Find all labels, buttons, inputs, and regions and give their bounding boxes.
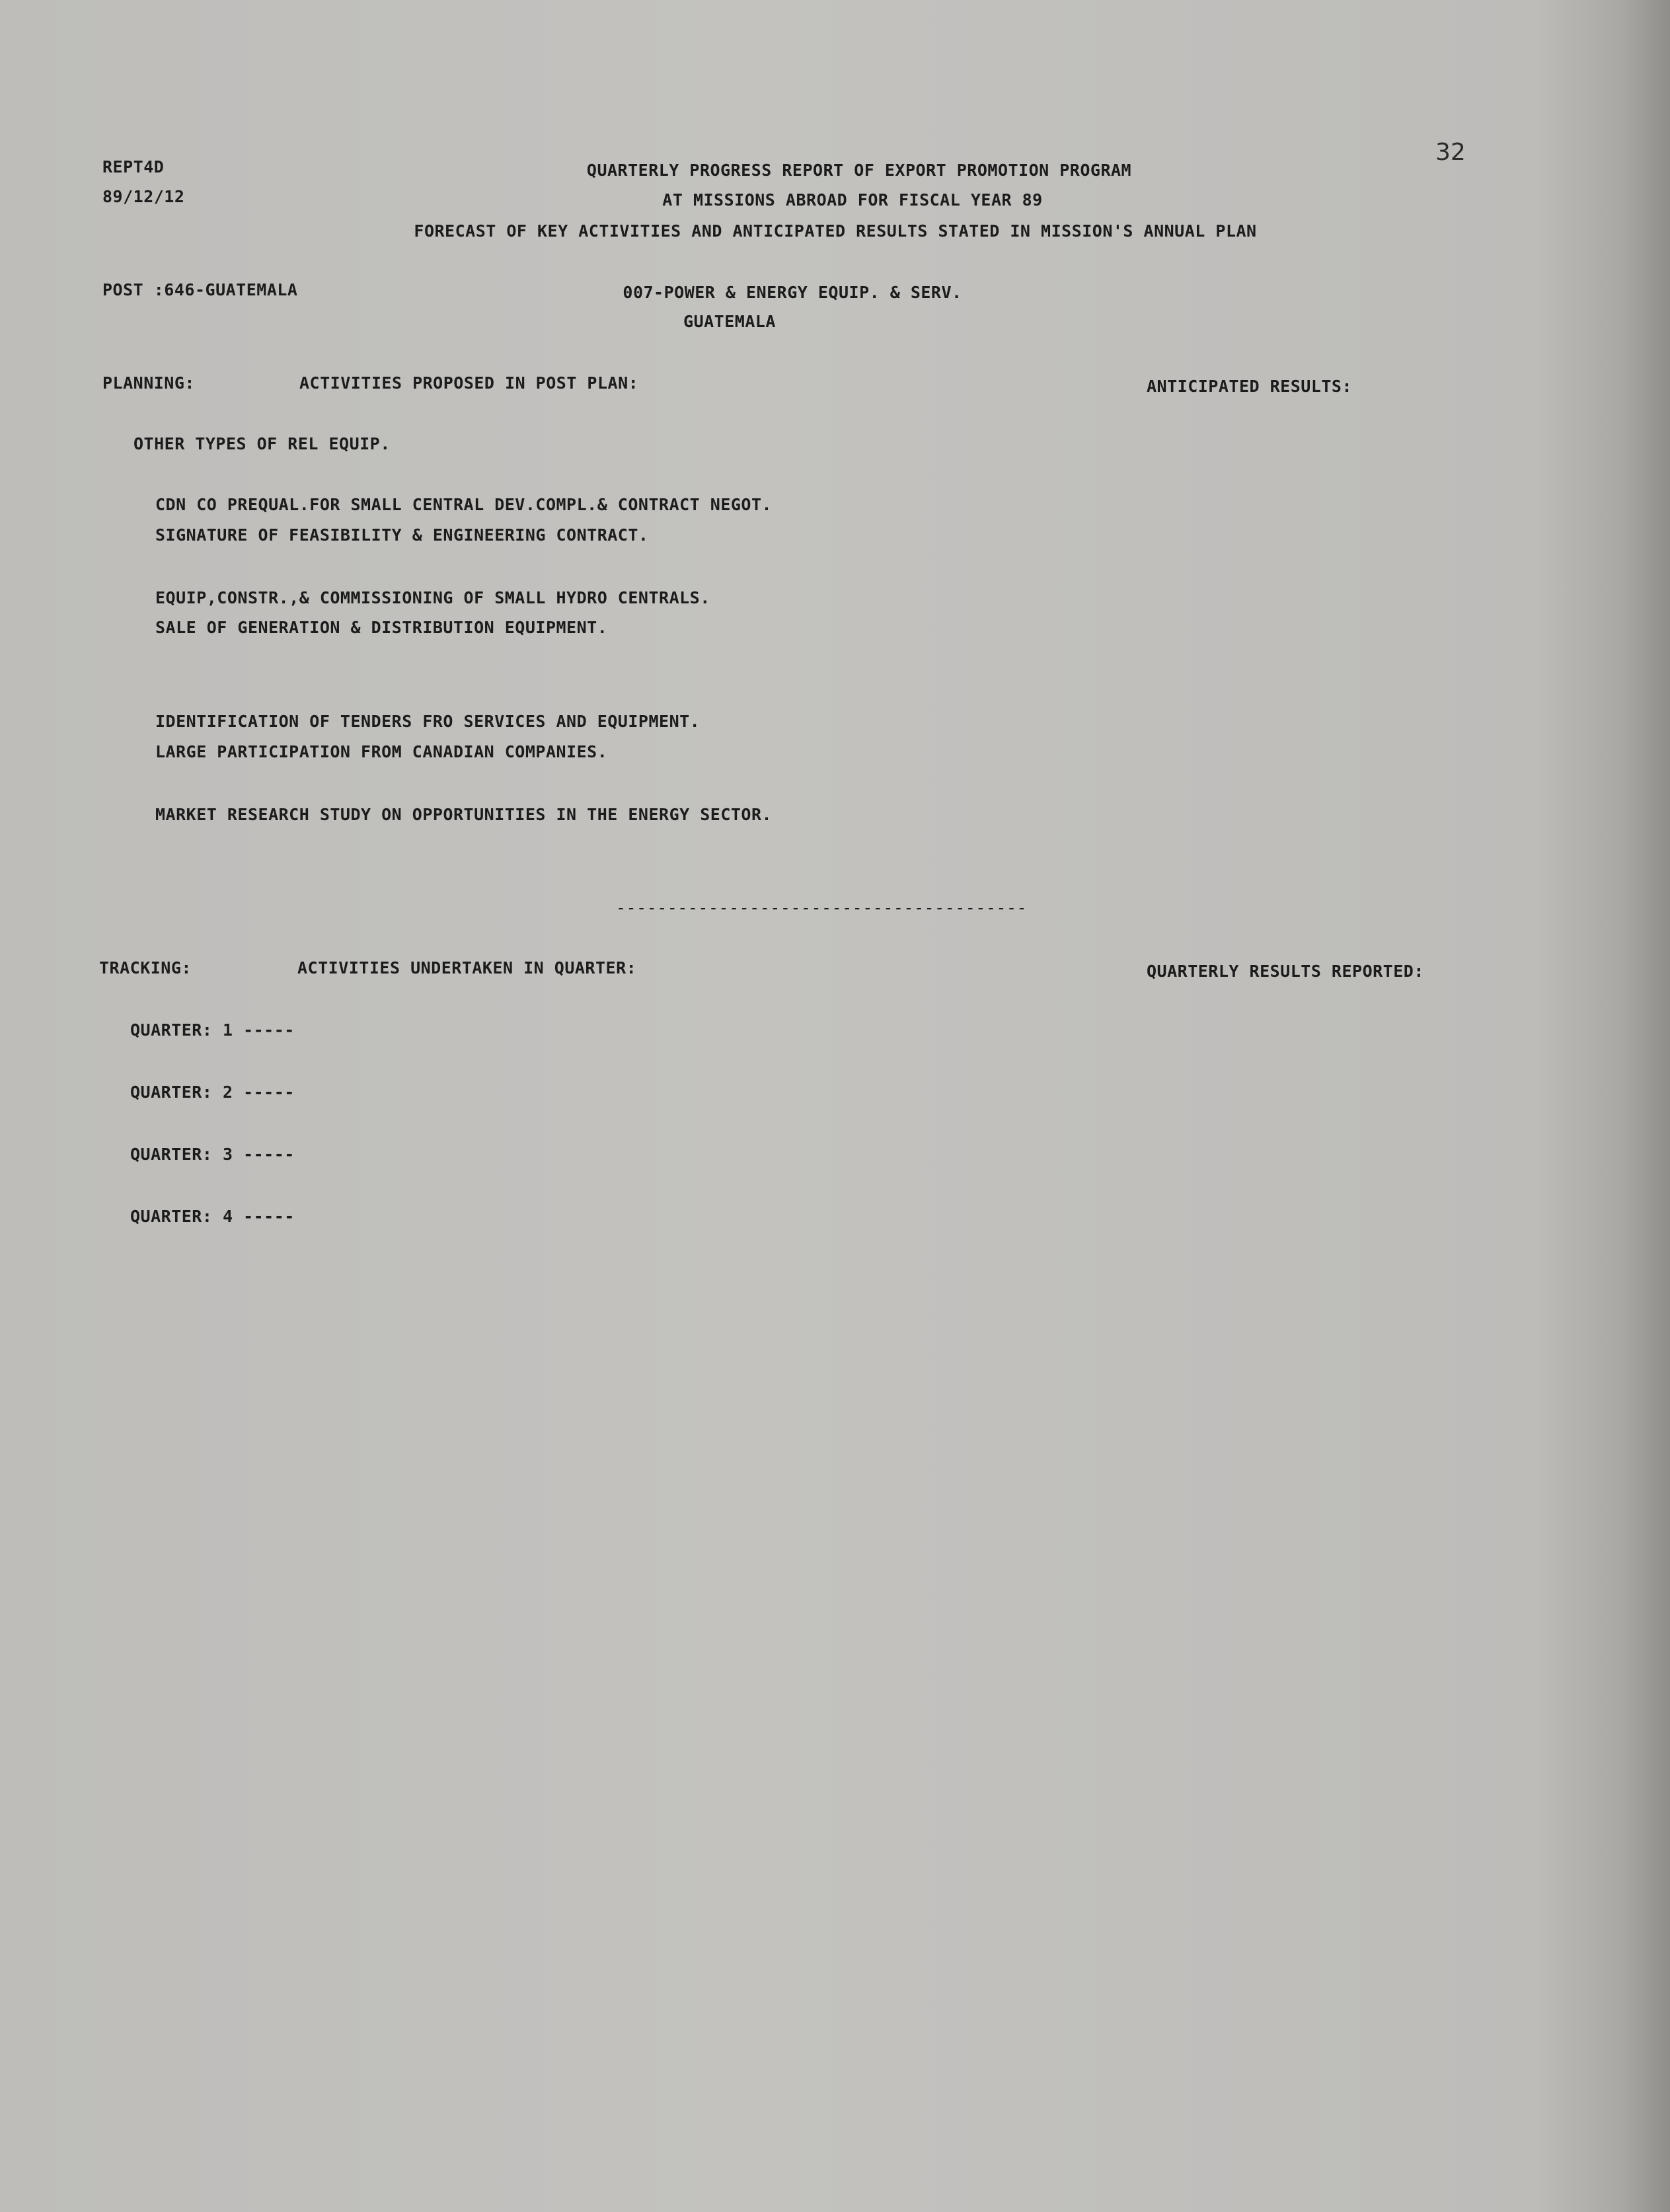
report-title-line-1: QUARTERLY PROGRESS REPORT OF EXPORT PROMOTION PROGRAM — [586, 161, 1132, 180]
planning-activity-line: CDN CO PREQUAL.FOR SMALL CENTRAL DEV.COMPL.& CONTRACT NEGOT. — [155, 495, 773, 514]
quarter-line: QUARTER: 3 ----- — [130, 1145, 295, 1164]
page-number: 32 — [1435, 139, 1466, 166]
report-date: 89/12/12 — [102, 187, 185, 206]
quarter-line: QUARTER: 2 ----- — [130, 1083, 295, 1102]
quarterly-results-heading: QUARTERLY RESULTS REPORTED: — [1147, 962, 1424, 981]
quarter-line: QUARTER: 1 ----- — [130, 1020, 295, 1040]
report-code: REPT4D — [102, 157, 165, 176]
report-title-line-3: FORECAST OF KEY ACTIVITIES AND ANTICIPATED RESULTS STATED IN MISSION'S ANNUAL PLAN — [414, 221, 1257, 241]
planning-activity-line: IDENTIFICATION OF TENDERS FRO SERVICES AND EQUIPMENT. — [155, 712, 701, 731]
tracking-label: TRACKING: — [99, 958, 192, 977]
section-separator: ---------------------------------------- — [616, 898, 1028, 917]
planning-label: PLANNING: — [102, 373, 195, 393]
post-label: POST :646-GUATEMALA — [102, 280, 298, 299]
planning-activities-heading: ACTIVITIES PROPOSED IN POST PLAN: — [299, 373, 639, 393]
planning-activity-line: EQUIP,CONSTR.,& COMMISSIONING OF SMALL HYDRO CENTRALS. — [155, 588, 710, 607]
tracking-activities-heading: ACTIVITIES UNDERTAKEN IN QUARTER: — [297, 958, 637, 977]
planning-category: OTHER TYPES OF REL EQUIP. — [133, 434, 391, 453]
planning-activity-line: LARGE PARTICIPATION FROM CANADIAN COMPANIES. — [155, 742, 608, 761]
anticipated-results-heading: ANTICIPATED RESULTS: — [1147, 377, 1353, 396]
planning-activity-line: SALE OF GENERATION & DISTRIBUTION EQUIPMENT. — [155, 618, 608, 637]
planning-activity-line: SIGNATURE OF FEASIBILITY & ENGINEERING CONTRACT. — [155, 525, 649, 545]
planning-activity-line: MARKET RESEARCH STUDY ON OPPORTUNITIES IN THE ENERGY SECTOR. — [155, 805, 773, 824]
quarter-line: QUARTER: 4 ----- — [130, 1207, 295, 1226]
report-title-line-2: AT MISSIONS ABROAD FOR FISCAL YEAR 89 — [662, 190, 1043, 210]
country-label: GUATEMALA — [683, 312, 776, 331]
sector-label: 007-POWER & ENERGY EQUIP. & SERV. — [623, 283, 962, 302]
